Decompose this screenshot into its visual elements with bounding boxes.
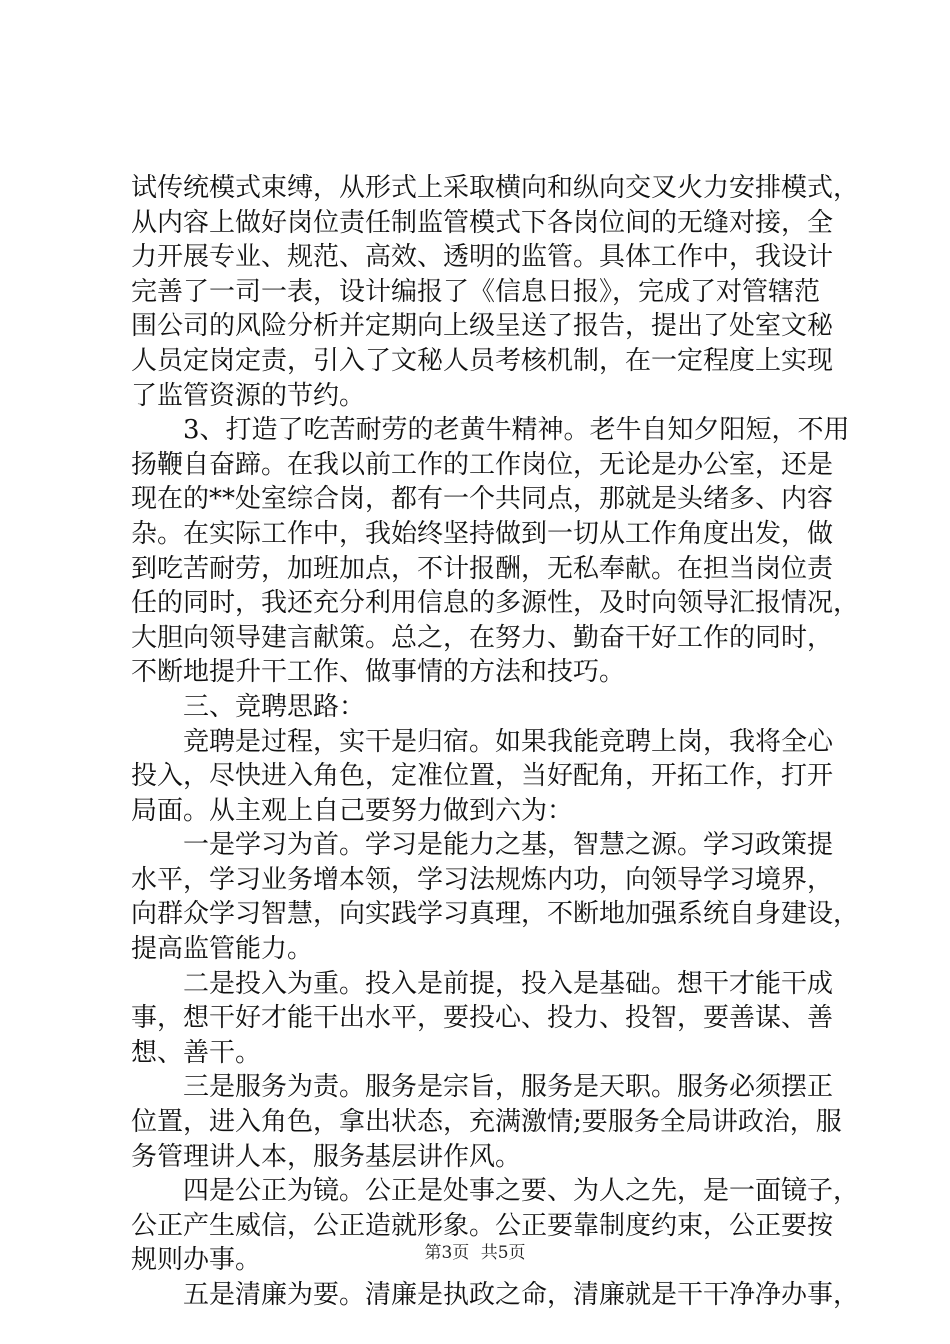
text-line: 任的同时，我还充分利用信息的多源性，及时向领导汇报情况，: [131, 588, 860, 619]
text-line: 从内容上做好岗位责任制监管模式下各岗位间的无缝对接，全: [131, 207, 834, 238]
paragraph-start-line: 竞聘是过程，实干是归宿。如果我能竞聘上岗，我将全心: [183, 726, 834, 757]
section-heading: 三、竞聘思路：: [183, 691, 366, 722]
page-footer: [0, 1242, 950, 1264]
text-line: 现在的**处室综合岗，都有一个共同点，那就是头绪多、内容: [131, 484, 834, 515]
text-line: 规则办事。: [131, 1245, 262, 1276]
text-line: 试传统模式束缚，从形式上采取横向和纵向交叉火力安排模式，: [131, 173, 860, 203]
text-line: 向群众学习智慧，向实践学习真理，不断地加强系统自身建设，: [131, 899, 860, 930]
paragraph-start-line: 3、打造了吃苦耐劳的老黄牛精神。老牛自知夕阳短，不用: [183, 415, 850, 446]
page-number: 第3页: [424, 1243, 470, 1263]
text-line: 不断地提升干工作、做事情的方法和技巧。: [131, 657, 626, 688]
text-line: 事，想干好才能干出水平，要投心、投力、投智，要善谋、善: [131, 1003, 834, 1034]
text-line: 力开展专业、规范、高效、透明的监管。具体工作中，我设计: [131, 242, 834, 273]
text-line: 位置，进入角色，拿出状态，充满激情;要服务全局讲政治，服: [131, 1107, 842, 1138]
text-line: 公正产生威信，公正造就形象。公正要靠制度约束，公正要按: [131, 1210, 834, 1241]
text-line: 杂。在实际工作中，我始终坚持做到一切从工作角度出发，做: [131, 518, 834, 549]
text-line: 扬鞭自奋蹄。在我以前工作的工作岗位，无论是办公室，还是: [131, 449, 834, 480]
paragraph-start-line: 一是学习为首。学习是能力之基，智慧之源。学习政策提: [183, 830, 834, 861]
text-line: 人员定岗定责，引入了文秘人员考核机制，在一定程度上实现: [131, 345, 834, 376]
text-line: 提高监管能力。: [131, 934, 314, 965]
text-line: 了监管资源的节约。: [131, 380, 366, 411]
document-body: [131, 171, 860, 1313]
text-line: 想、善干。: [131, 1037, 262, 1068]
text-line: 大胆向领导建言献策。总之，在努力、勤奋干好工作的同时，: [131, 622, 834, 653]
text-line: 务管理讲人本，服务基层讲作风。: [131, 1141, 522, 1172]
paragraph-start-line: 三是服务为责。服务是宗旨，服务是天职。服务必须摆正: [183, 1072, 834, 1103]
paragraph-start-line: 四是公正为镜。公正是处事之要、为人之先，是一面镜子，: [183, 1176, 860, 1207]
page-total: 共5页: [480, 1243, 526, 1263]
text-line: 围公司的风险分析并定期向上级呈送了报告，提出了处室文秘: [131, 311, 834, 342]
text-line: 完善了一司一表，设计编报了《信息日报》，完成了对管辖范: [131, 276, 821, 307]
text-line: 到吃苦耐劳，加班加点，不计报酬，无私奉献。在担当岗位责: [131, 553, 834, 584]
paragraph-start-line: 二是投入为重。投入是前提，投入是基础。想干才能干成: [183, 968, 834, 999]
text-line: 投入，尽快进入角色，定准位置，当好配角，开拓工作，打开: [131, 761, 834, 792]
text-line: 局面。从主观上自己要努力做到六为：: [131, 795, 574, 826]
paragraph-start-line: 五是清廉为要。清廉是执政之命，清廉就是干干净净办事，: [183, 1280, 860, 1310]
text-line: 水平，学习业务增本领，学习法规炼内功，向领导学习境界，: [131, 864, 834, 895]
